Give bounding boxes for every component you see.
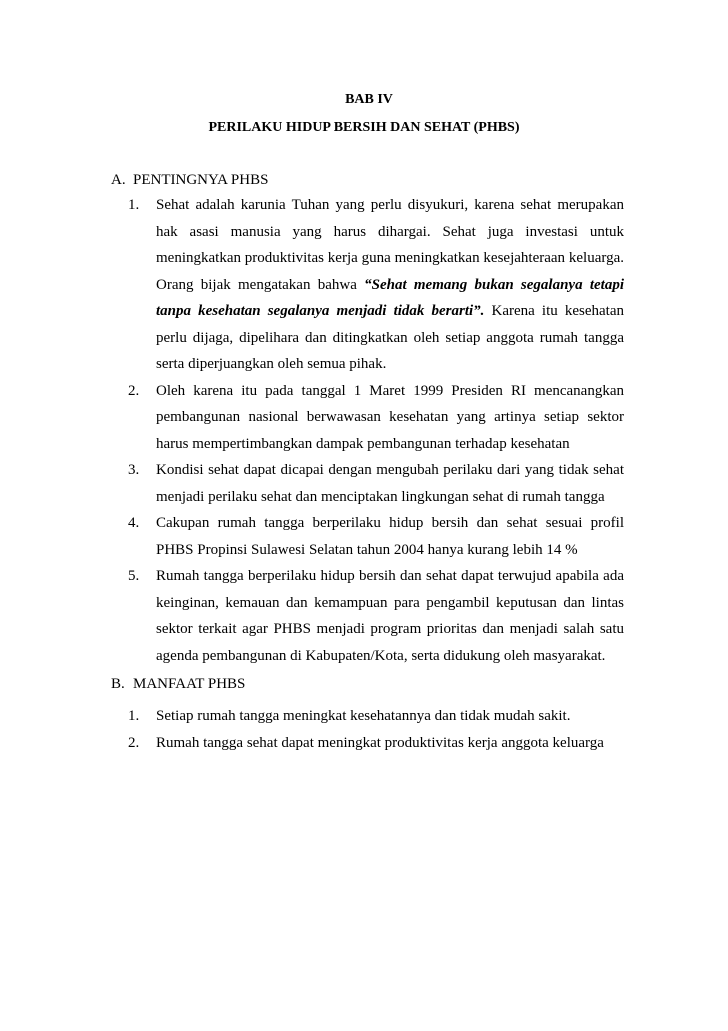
quote-text: “Sehat memang bukan segalanya tetapi tanpa kesehatan segalanya menjadi tidak berarti”.	[156, 276, 625, 319]
item-number: 4.	[128, 515, 140, 531]
section-letter: A.	[111, 172, 126, 188]
list-item	[0, 510, 624, 563]
section-heading-a	[111, 172, 268, 189]
item-number: 5.	[128, 568, 140, 584]
chapter-title: PERILAKU HIDUP BERSIH DAN SEHAT (PHBS)	[208, 120, 520, 135]
item-text-after: Karena itu kesehatan perlu dijaga, dipelihara dan ditingkatkan oleh setiap anggota rumah tangga serta diperjuangkan oleh semua pihak.	[156, 303, 624, 372]
item-text: Kondisi sehat dapat dicapai dengan mengubah perilaku dari yang tidak sehat menjadi perilaku sehat dan menciptakan lingkungan sehat di rumah tangga	[156, 462, 624, 505]
item-text: Rumah tangga sehat dapat meningkat produktivitas kerja anggota keluarga	[156, 734, 604, 751]
section-b-list	[0, 703, 728, 756]
list-item	[0, 730, 624, 757]
item-number: 2.	[128, 382, 140, 399]
list-item	[0, 703, 624, 730]
section-heading-text: MANFAAT PHBS	[133, 676, 246, 692]
item-text: Cakupan rumah tangga berperilaku hidup bersih dan sehat sesuai profil PHBS Propinsi Sulawesi Selatan tahun 2004 hanya kurang lebih 14 %	[156, 515, 624, 558]
item-text	[156, 192, 624, 378]
item-number: 1.	[128, 197, 140, 213]
item-number: 2.	[128, 734, 140, 751]
list-item	[0, 457, 624, 510]
list-item	[0, 563, 624, 669]
section-a-list	[0, 192, 728, 669]
item-number: 3.	[128, 462, 140, 478]
item-number: 1.	[128, 708, 140, 724]
list-item	[0, 192, 624, 378]
section-letter: B.	[111, 676, 125, 692]
list-item	[0, 378, 624, 458]
item-text: Rumah tangga berperilaku hidup bersih dan sehat dapat terwujud apabila ada keinginan, kemauan dan kemampuan para pengambil keputusan dan lintas sektor terkait agar PHBS menjadi program prioritas dan menjadi salah satu agenda pembangunan di Kabupaten/Kota, serta didukung oleh masyarakat.	[156, 568, 624, 664]
section-heading-text: PENTINGNYA PHBS	[133, 172, 269, 188]
item-text: Oleh karena itu pada tanggal 1 Maret 1999 Presiden RI mencanangkan pembangunan nasional berwawasan kesehatan yang artinya setiap sektor harus mempertimbangkan dampak pembangunan terhadap kesehatan	[156, 382, 624, 452]
chapter-label: BAB IV	[345, 92, 393, 107]
item-text-before: Sehat adalah karunia Tuhan yang perlu disyukuri, karena sehat merupakan hak asasi manusia yang harus dihargai. Sehat juga investasi untuk meningkatkan produktivitas kerja guna meningkatkan kesejahteraan keluarga. Orang bijak mengatakan bahwa	[156, 197, 624, 293]
section-heading-b	[111, 676, 245, 693]
item-text: Setiap rumah tangga meningkat kesehatannya dan tidak mudah sakit.	[156, 708, 571, 724]
